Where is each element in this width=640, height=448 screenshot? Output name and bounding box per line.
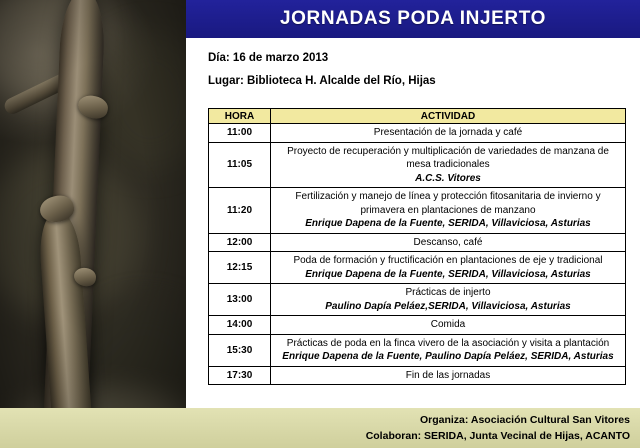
table-row (209, 142, 626, 188)
cell-hora: 14:00 (209, 316, 271, 335)
footer-colaboran: Colaboran: SERIDA, Junta Vecinal de Hijas, ACANTO (365, 429, 630, 442)
page-title-text: JORNADAS PODA INJERTO (280, 8, 546, 29)
activity-title: Proyecto de recuperación y multiplicación de variedades de manzana de mesa tradicionales (287, 145, 609, 170)
page-title (186, 0, 640, 38)
event-details (186, 38, 640, 106)
schedule-table (208, 108, 626, 385)
cell-actividad (271, 124, 626, 143)
cell-actividad (271, 233, 626, 252)
footer-organiza: Organiza: Asociación Cultural San Vitores (419, 414, 630, 426)
table-row (209, 188, 626, 234)
cell-hora: 17:30 (209, 366, 271, 385)
cell-actividad (271, 316, 626, 335)
cell-hora: 12:00 (209, 233, 271, 252)
table-header-row (209, 109, 626, 124)
poster-content (186, 0, 640, 448)
table-row (209, 252, 626, 284)
photo-vignette (0, 0, 186, 448)
cell-actividad (271, 188, 626, 234)
footer-credits (0, 408, 640, 448)
table-row (209, 334, 626, 366)
activity-title: Poda de formación y fructificación en plantaciones de eje y tradicional (293, 255, 603, 266)
table-row (209, 284, 626, 316)
event-place: Lugar: Biblioteca H. Alcalde del Río, Hijas (208, 75, 436, 87)
activity-speaker: Enrique Dapena de la Fuente, SERIDA, Villaviciosa, Asturias (305, 218, 591, 229)
cell-actividad (271, 366, 626, 385)
cell-hora: 11:05 (209, 142, 271, 188)
cell-hora: 11:00 (209, 124, 271, 143)
column-header-hora: HORA (209, 109, 271, 124)
table-row (209, 366, 626, 385)
event-date: Día: 16 de marzo 2013 (208, 52, 329, 64)
pruned-branch-photo (0, 0, 186, 448)
cell-hora: 13:00 (209, 284, 271, 316)
activity-speaker: Enrique Dapena de la Fuente, Paulino Dapía Peláez, SERIDA, Asturias (282, 351, 614, 362)
activity-title: Fertilización y manejo de línea y protección fitosanitaria de invierno y primavera en plantaciones de manzano (295, 191, 601, 216)
activity-speaker: Enrique Dapena de la Fuente, SERIDA, Villaviciosa, Asturias (305, 268, 591, 280)
activity-speaker: Paulino Dapía Peláez,SERIDA, Villaviciosa, Asturias (325, 300, 571, 312)
column-header-actividad: ACTIVIDAD (271, 109, 626, 124)
cell-hora: 15:30 (209, 334, 271, 366)
cell-actividad (271, 334, 626, 366)
activity-title: Comida (430, 319, 466, 330)
activity-title: Presentación de la jornada y café (373, 127, 523, 138)
cell-hora: 12:15 (209, 252, 271, 284)
activity-title: Descanso, café (413, 236, 483, 248)
table-row (209, 233, 626, 252)
cell-actividad (271, 284, 626, 316)
activity-title: Prácticas de injerto (405, 287, 491, 298)
cell-actividad (271, 252, 626, 284)
cell-actividad (271, 142, 626, 188)
cell-hora: 11:20 (209, 188, 271, 234)
table-row (209, 316, 626, 335)
activity-title: Prácticas de poda en la finca vivero de la asociación y visita a plantación (286, 337, 610, 349)
schedule-section (186, 106, 640, 385)
activity-title: Fin de las jornadas (405, 369, 491, 381)
table-row (209, 124, 626, 143)
activity-speaker: A.C.S. Vitores (415, 172, 481, 184)
